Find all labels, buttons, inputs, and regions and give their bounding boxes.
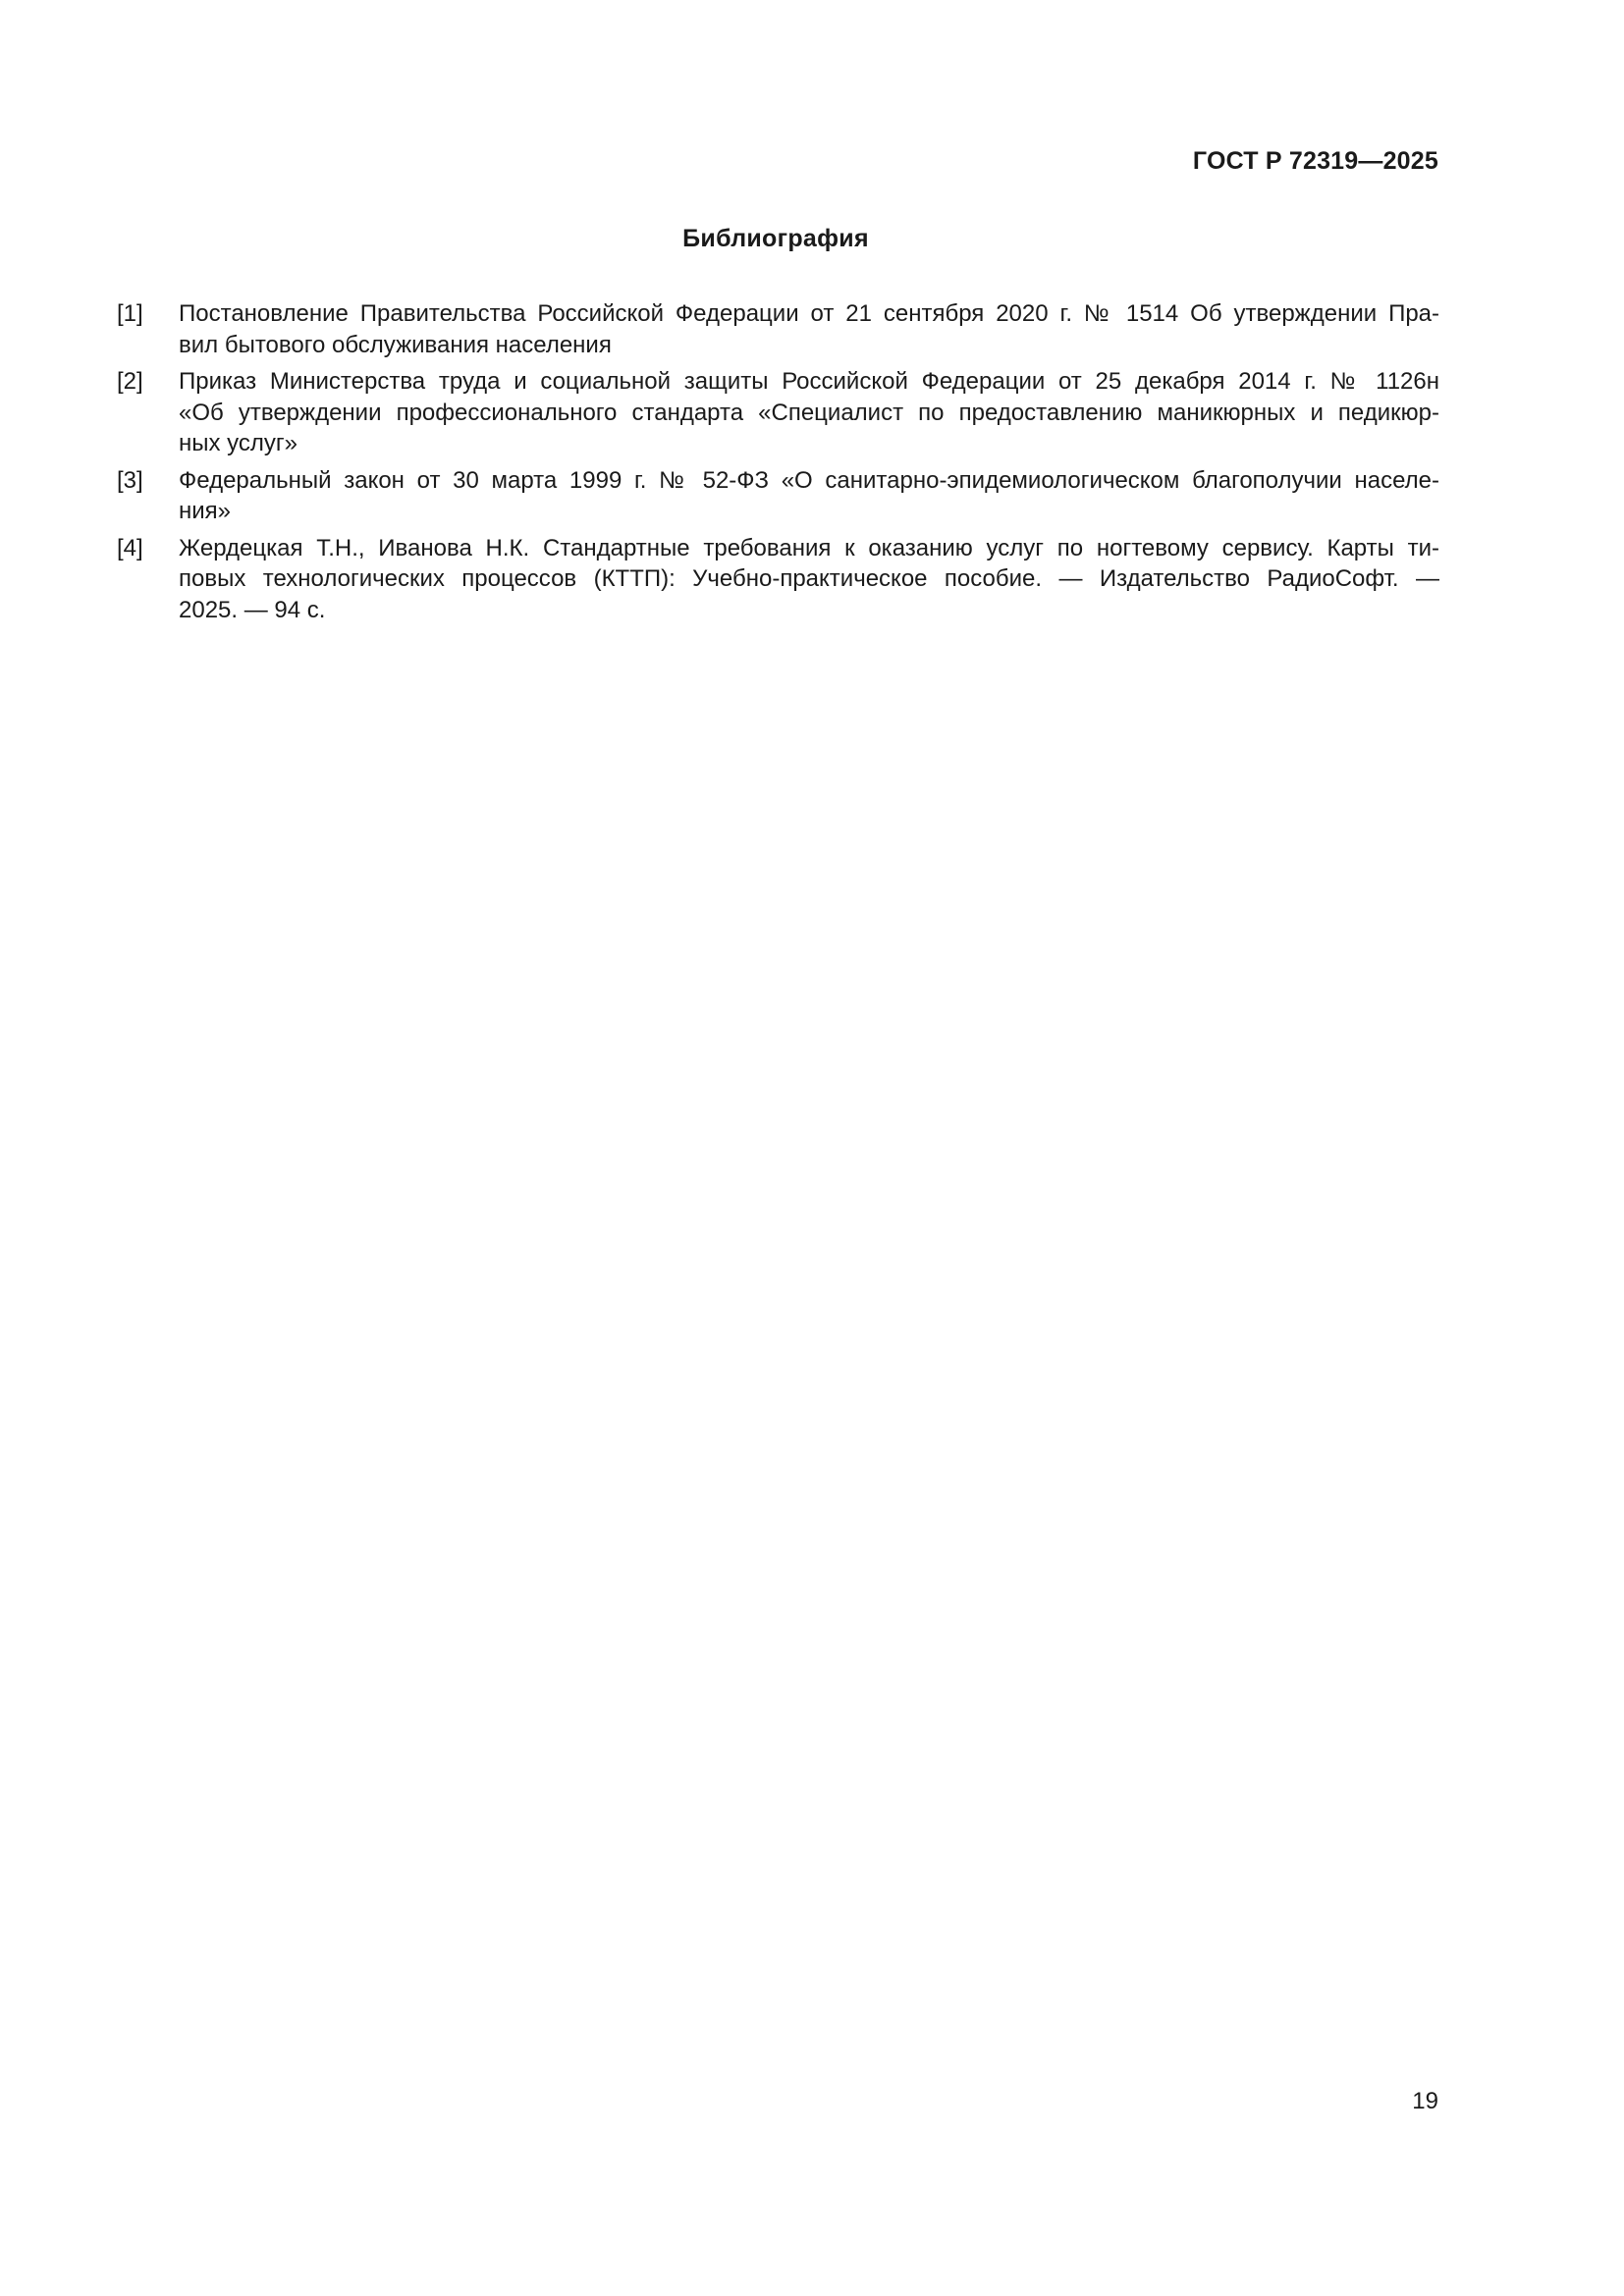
bibliography-item-number: [3] bbox=[117, 466, 143, 494]
bibliography-item-text bbox=[179, 465, 1439, 527]
bibliography-line: Постановление Правительства Российской Федерации от 21 сентября 2020 г. № 1514 Об утверждении Пра- bbox=[179, 300, 1439, 327]
bibliography-line: повых технологических процессов (КТТП): Учебно-практическое пособие. — Издательство РадиоСофт. — bbox=[179, 565, 1439, 592]
bibliography-item-text bbox=[179, 533, 1439, 626]
bibliography-item bbox=[117, 298, 1439, 360]
bibliography-item bbox=[117, 533, 1439, 626]
bibliography-line: Приказ Министерства труда и социальной защиты Российской Федерации от 25 декабря 2014 г. № 1126н bbox=[179, 368, 1439, 395]
bibliography-item-number: [1] bbox=[117, 300, 143, 327]
bibliography-line: 2025. — 94 с. bbox=[179, 596, 326, 623]
bibliography-line: вил бытового обслуживания населения bbox=[179, 331, 612, 358]
bibliography-line: Жердецкая Т.Н., Иванова Н.К. Стандартные требования к оказанию услуг по ногтевому сервису. Карты ти- bbox=[179, 534, 1439, 561]
bibliography-item-number: [2] bbox=[117, 368, 143, 395]
bibliography-line: ных услуг» bbox=[179, 430, 298, 456]
bibliography-item-text bbox=[179, 366, 1439, 459]
bibliography-item bbox=[117, 366, 1439, 459]
bibliography-item-text bbox=[179, 298, 1439, 360]
section-title: Библиография bbox=[682, 225, 869, 252]
page-number: 19 bbox=[1412, 2088, 1438, 2114]
bibliography-list bbox=[117, 298, 1439, 631]
bibliography-item-number: [4] bbox=[117, 534, 143, 561]
bibliography-line: Федеральный закон от 30 марта 1999 г. № 52-ФЗ «О санитарно-эпидемиологическом благополучии населе- bbox=[179, 466, 1439, 494]
bibliography-item bbox=[117, 465, 1439, 527]
bibliography-line: «Об утверждении профессионального стандарта «Специалист по предоставлению маникюрных и педикюр- bbox=[179, 399, 1439, 426]
bibliography-line: ния» bbox=[179, 498, 232, 524]
document-code: ГОСТ Р 72319—2025 bbox=[1192, 147, 1438, 175]
